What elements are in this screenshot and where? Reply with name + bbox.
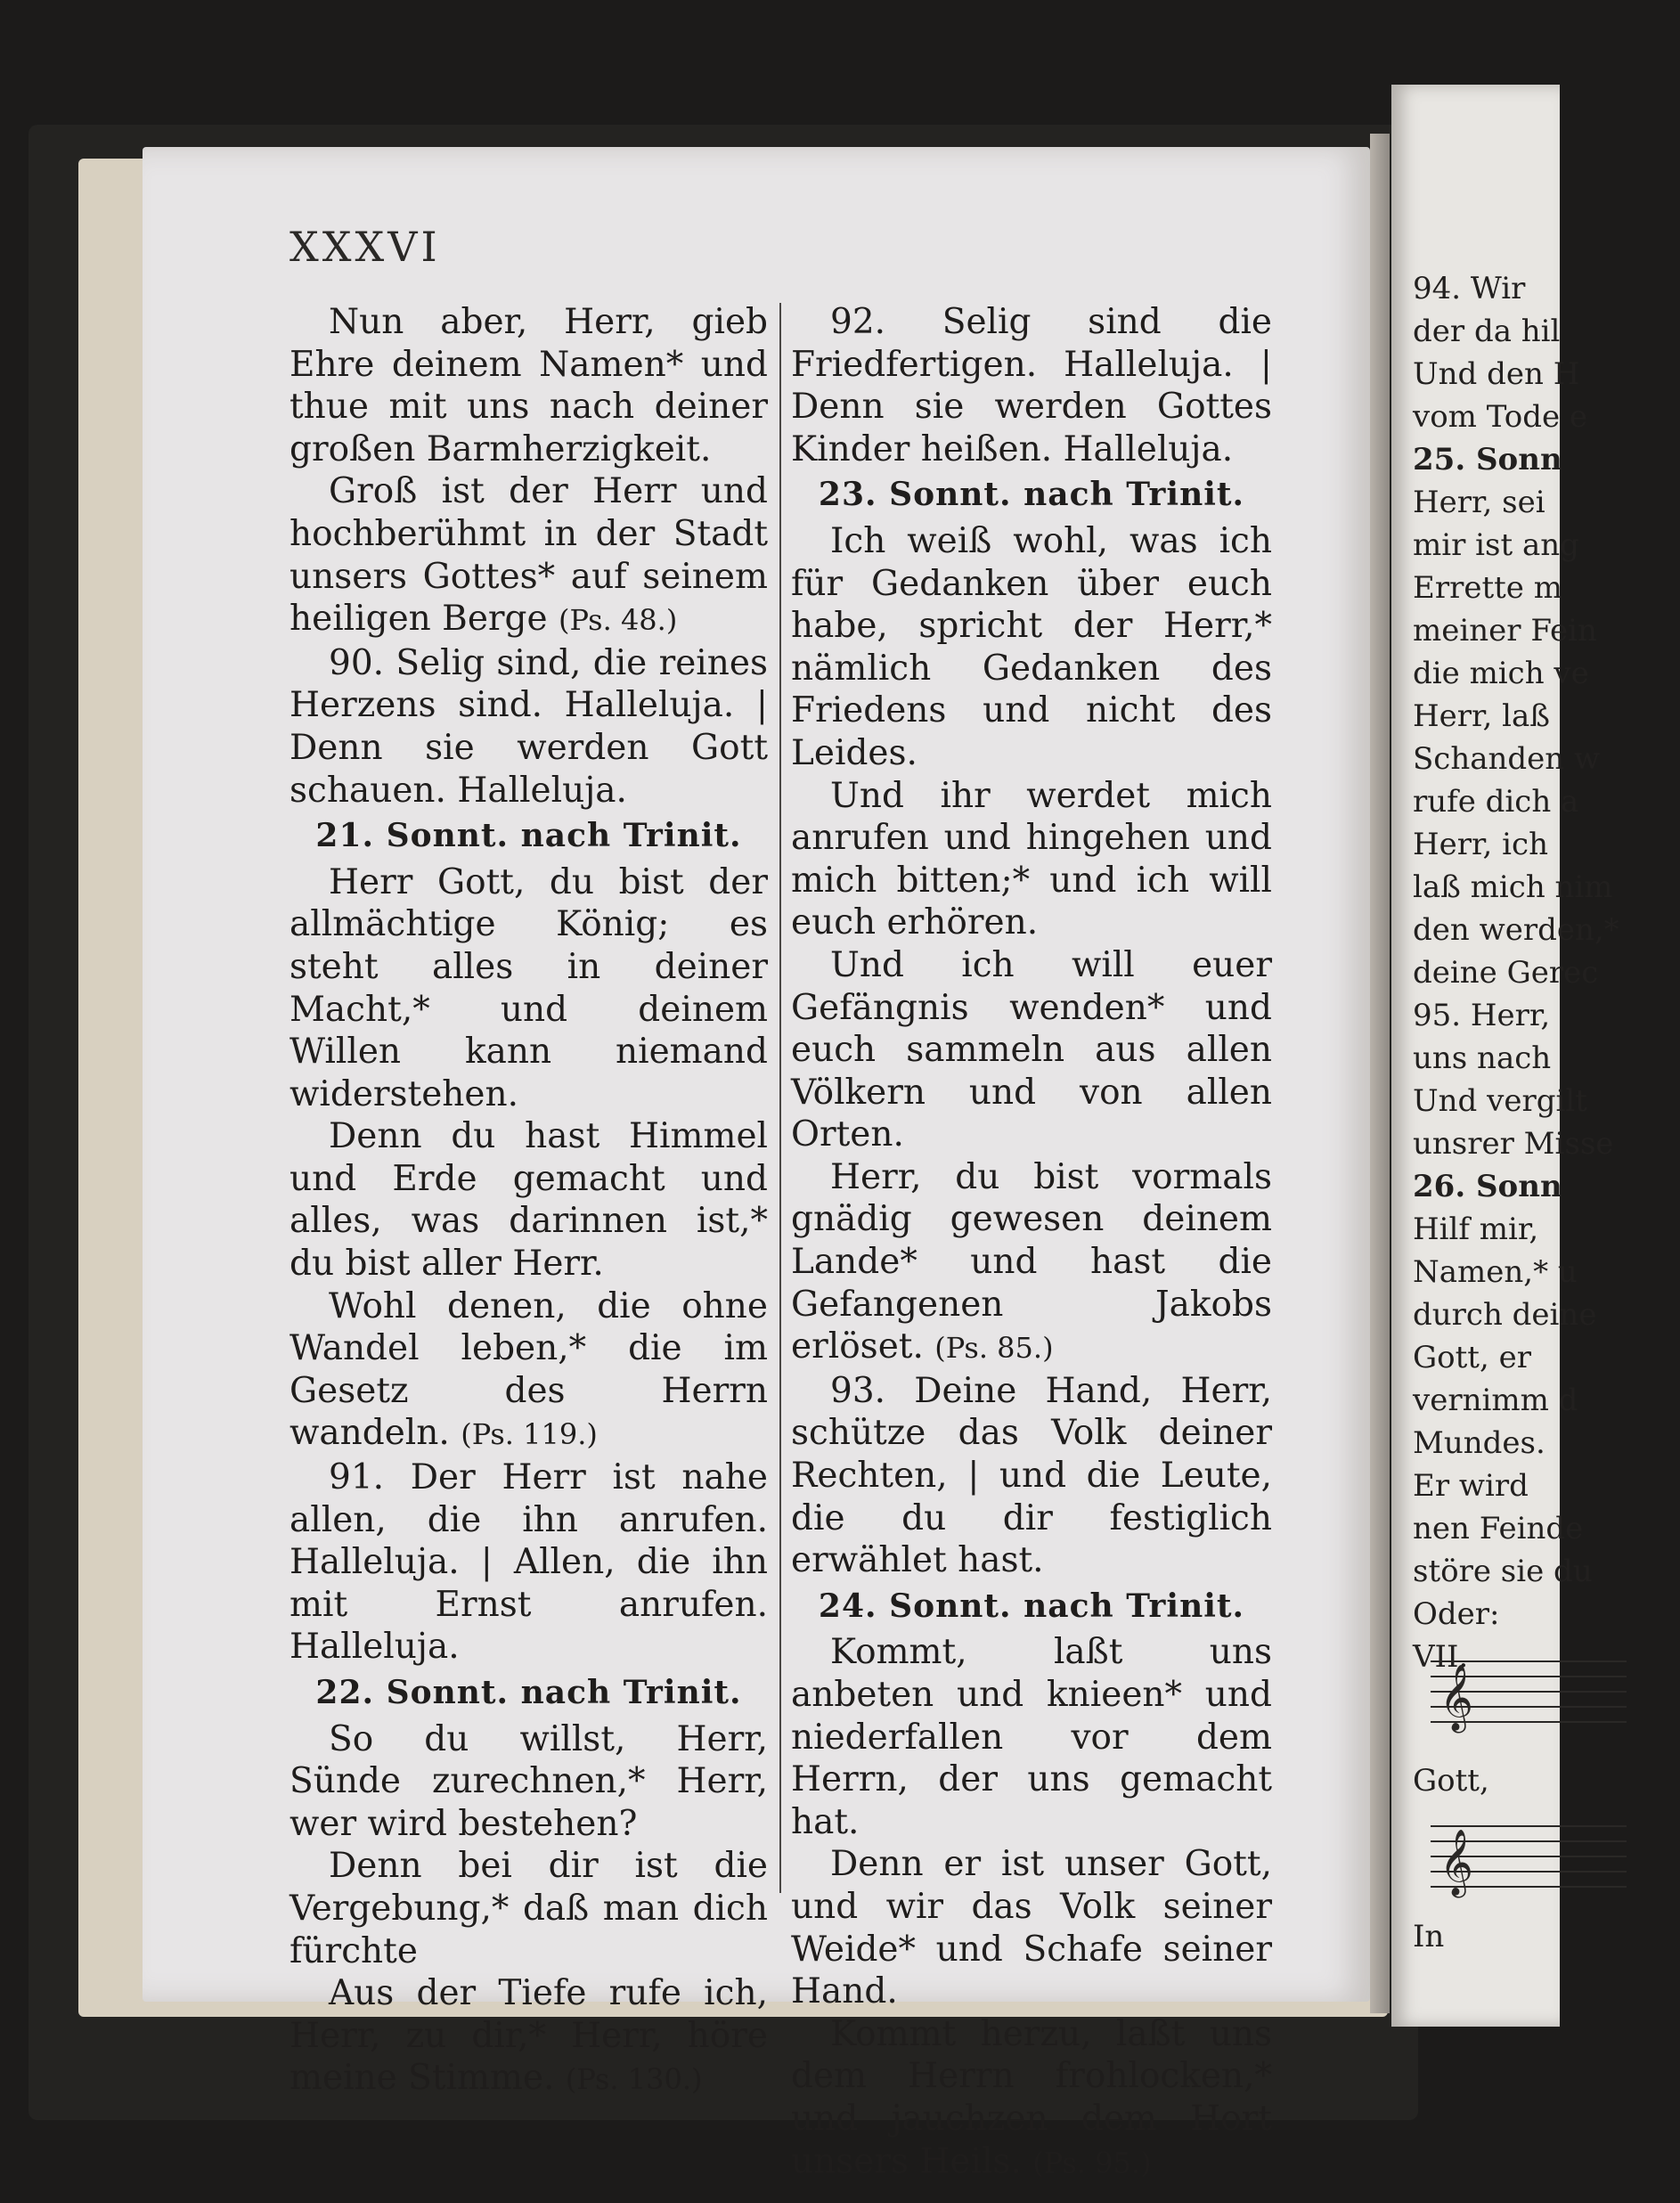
verse-text: 92. Selig sind die Friedfertigen. Halleluja. | Denn sie werden Gottes Kinder heißen. Halleluja.: [791, 302, 1272, 469]
verse-paragraph: [791, 301, 1272, 470]
right-page-line: Und vergilt: [1413, 1083, 1587, 1119]
right-page-line: vom Tode e: [1413, 399, 1588, 435]
right-page-line: vernimm d: [1413, 1383, 1578, 1418]
right-page-line: Oder:: [1413, 1596, 1500, 1632]
page-number: XXXVI: [290, 223, 441, 271]
verse-text: Und ich will euer Gefängnis wenden* und euch sammeln aus allen Völkern und von allen Orten.: [791, 944, 1272, 1155]
right-page-line: rufe dich a: [1413, 784, 1579, 820]
right-page-line: Und den H: [1413, 356, 1580, 392]
svg-text:𝄞: 𝄞: [1439, 1830, 1473, 1896]
verse-text: 22. Sonnt. nach Trinit.: [315, 1674, 742, 1711]
right-page: [1391, 85, 1619, 2027]
svg-text:𝄞: 𝄞: [1439, 1665, 1473, 1731]
column-divider: [779, 303, 781, 1893]
verse-text: Herr, du bist vormals gnädig gewesen deinem Lande* und hast die Gefangenen Jakobs erlöset.: [791, 1156, 1272, 1367]
verse-paragraph: [290, 1115, 768, 1285]
right-page-line: 94. Wir: [1413, 271, 1526, 306]
verse-paragraph: [791, 1843, 1272, 2012]
verse-paragraph: [791, 520, 1272, 775]
right-page-line: Herr, sei: [1413, 485, 1545, 520]
verse-paragraph: [791, 775, 1272, 944]
verse-text: Nun aber, Herr, gieb Ehre deinem Namen* und thue mit uns nach deiner großen Barmherzigkeit.: [290, 302, 768, 469]
right-page-line: mir ist ang: [1413, 527, 1579, 563]
verse-text: 91. Der Herr ist nahe allen, die ihn anrufen. Halleluja. | Allen, die ihn mit Ernst anrufen. Halleluja.: [290, 1457, 768, 1668]
verse-paragraph: [290, 1285, 768, 1456]
verse-paragraph: [290, 861, 768, 1116]
verse-text: Denn du hast Himmel und Erde gemacht und alles, was darinnen ist,* du bist aller Herr.: [290, 1116, 768, 1285]
verse-text: So du willst, Herr, Sünde zurechnen,* Herr, wer wird bestehen?: [290, 1718, 768, 1844]
right-page-line: Herr, ich: [1413, 827, 1548, 862]
music-staff-1: [1431, 1652, 1627, 1733]
right-page-line: 25. Sonn: [1413, 442, 1562, 477]
verse-paragraph: [791, 1631, 1272, 1843]
book-gutter: [1370, 134, 1390, 2013]
verse-text: Denn er ist unser Gott, und wir das Volk seiner Weide* und Schafe seiner Hand.: [791, 1844, 1272, 2012]
verse-text: 93. Deine Hand, Herr, schütze das Volk deiner Rechten, | und die Leute, die du dir festiglich erwählet hast.: [791, 1370, 1272, 1581]
verse-paragraph: [290, 1845, 768, 1972]
section-heading: [791, 1586, 1272, 1628]
right-page-line: nen Feinde: [1413, 1511, 1584, 1546]
verse-paragraph: [791, 944, 1272, 1156]
right-page-line: Namen,* u: [1413, 1254, 1578, 1290]
verse-text: Aus der Tiefe rufe ich, Herr, zu dir,* Herr, höre meine Stimme.: [290, 1973, 768, 2099]
right-page-line: laß mich nim: [1413, 869, 1613, 905]
right-page-line: Gott, er: [1413, 1340, 1531, 1375]
section-heading: [791, 474, 1272, 517]
music-lyric-2: In: [1413, 1919, 1445, 1954]
verse-paragraph: [791, 2013, 1272, 2184]
right-page-line: 95. Herr,: [1413, 998, 1551, 1033]
right-page-line: durch deine: [1413, 1297, 1597, 1333]
right-page-line: VII.: [1413, 1639, 1469, 1675]
right-page-line: den werden,*: [1413, 912, 1619, 948]
verse-text: Kommt, laßt uns anbeten und knieen* und niederfallen vor dem Herrn, der uns gemacht hat.: [791, 1632, 1272, 1842]
verse-paragraph: [791, 1156, 1272, 1370]
verse-text: Und ihr werdet mich anrufen und hingehen und mich bitten;* und ich will euch erhören.: [791, 775, 1272, 943]
psalm-reference: (Ps. 119.): [461, 1417, 598, 1452]
right-page-line: störe sie du: [1413, 1554, 1593, 1589]
right-page-line: uns nach: [1413, 1040, 1552, 1076]
right-page-line: Mundes.: [1413, 1425, 1545, 1461]
verse-text: Groß ist der Herr und hochberühmt in der Stadt unsers Gottes* auf seinem heiligen Berge: [290, 471, 768, 640]
right-page-line: Hilf mir,: [1413, 1212, 1539, 1247]
verse-text: Denn bei dir ist die Vergebung,* daß man dich fürchte: [290, 1846, 768, 1971]
right-page-line: Er wird: [1413, 1468, 1529, 1504]
verse-paragraph: [290, 470, 768, 641]
right-page-line: der da hil: [1413, 314, 1561, 349]
right-page-line: meiner Fein: [1413, 613, 1597, 649]
right-page-line: Herr, laß: [1413, 698, 1551, 734]
verse-paragraph: [290, 1718, 768, 1846]
middle-column: [791, 301, 1272, 2184]
psalm-reference: (Ps. 85.): [934, 1331, 1054, 1366]
psalm-reference: (Ps. 130.): [565, 2062, 703, 2097]
right-page-line: unsrer Misse: [1413, 1126, 1614, 1162]
verse-text: Herr Gott, du bist der allmächtige König; es steht alles in deiner Macht,* und deinem Willen kann niemand widerstehen.: [290, 861, 768, 1114]
verse-text: Ich weiß wohl, was ich für Gedanken über euch habe, spricht der Herr,* nämlich Gedanken des Friedens und nicht des Leides.: [791, 520, 1272, 773]
music-staff-2: [1431, 1817, 1627, 1897]
section-heading: [290, 1672, 768, 1715]
verse-text: 24. Sonnt. nach Trinit.: [818, 1587, 1245, 1625]
right-page-text: [1413, 267, 1680, 1678]
psalm-reference: (Ps. 95.): [1032, 2145, 1152, 2180]
section-heading: [290, 815, 768, 858]
right-page-line: deine Gerec: [1413, 955, 1599, 991]
verse-text: 21. Sonnt. nach Trinit.: [315, 817, 742, 855]
right-page-line: 26. Sonn: [1413, 1169, 1562, 1204]
verse-text: Kommt herzu, laßt uns dem Herrn frohlocken,* und jauchzen dem Hort unsers Heils.: [791, 2013, 1272, 2182]
verse-text: Wohl denen, die ohne Wandel leben,* die im Gesetz des Herrn wandeln.: [290, 1285, 768, 1454]
verse-paragraph: [290, 1972, 768, 2101]
verse-text: 90. Selig sind, die reines Herzens sind. Halleluja. | Denn sie werden Gott schauen. Halleluja.: [290, 642, 768, 811]
psalm-reference: (Ps. 48.): [559, 603, 678, 638]
right-page-line: Schanden w: [1413, 741, 1601, 777]
left-column: [290, 301, 768, 2101]
verse-paragraph: [290, 1456, 768, 1669]
right-page-line: Errette m: [1413, 570, 1562, 606]
verse-paragraph: [791, 1370, 1272, 1582]
right-page-line: die mich ve: [1413, 656, 1589, 691]
verse-paragraph: [290, 642, 768, 812]
verse-paragraph: [290, 301, 768, 470]
verse-text: 23. Sonnt. nach Trinit.: [818, 476, 1245, 514]
music-lyric-1: Gott,: [1413, 1763, 1489, 1799]
